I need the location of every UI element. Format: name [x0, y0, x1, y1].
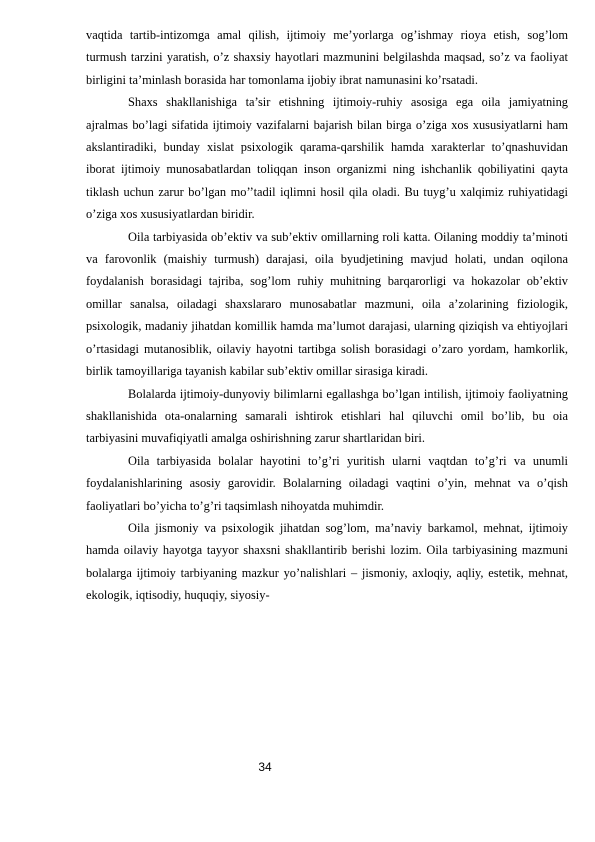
paragraph-family-education-content: Oila jismoniy va psixologik jihatdan sog’lom, ma’naviy barkamol, mehnat, ijtimoiy hamda oilaviy hayotga tayyor shaxsni shakllantirib berishi lozim. Oila tarbiyasining mazmuni bolalarga ijtimoiy tarbiyaning mazkur yo’nalishlari – jismoniy, axloqiy, aqliy, estetik, mehnat, ekologik, iqtisodiy, huquqiy, siyosiy- [86, 520, 568, 603]
paragraph-time-management: Oila tarbiyasida bolalar hayotini to’g’ri yuritish ularni vaqtdan to’g’ri va unumli foydalanishlarining asosiy garovidir. Bolalarning oiladagi vaqtini o’yin, mehnat va o’qish faoliyatlari bo’yicha to’g’ri taqsimlash nihoyatda muhimdir. [86, 453, 568, 513]
document-body [86, 24, 568, 607]
paragraph-objective-subjective-factors: Oila tarbiyasida ob’ektiv va sub’ektiv omillarning roli katta. Oilaning moddiy ta’minoti va farovonlik (maishiy turmush) darajasi, oila byudjetining mavjud holati, undan oqilona foydalanish borasidagi tajriba, sog’lom ruhiy muhitning barqarorligi va hokazolar ob’ektiv omillar sanalsa, oiladagi shaxslararo munosabatlar mazmuni, oila a’zolarining fiziologik, psixologik, madaniy jihatdan komillik hamda ma’lumot darajasi, ularning qiziqish va ehtiyojlari o’rtasidagi mutanosiblik, oilaviy hayotni tartibga solish borasidagi o’zaro yordam, hamkorlik, birlik tamoyillariga tayanish kabilar sub’ektiv omillar sirasiga kiradi. [86, 229, 568, 379]
paragraph-continuation: vaqtida tartib-intizomga amal qilish, ijtimoiy me’yorlarga og’ishmay rioya etish, sog’lom turmush tarzini yaratish, o’z shaxsiy hayotlari mazmunini belgilashda maqsad, so’z va faoliyat birligini ta’minlash borasida har tomonlama ijobiy ibrat namunasini ko’rsatadi. [86, 28, 568, 87]
paragraph-family-influence: Shaxs shakllanishiga ta’sir etishning ijtimoiy-ruhiy asosiga ega oila jamiyatning ajralmas bo’lagi sifatida ijtimoiy vazifalarni bajarish bilan birga o’ziga xos xususiyatlarni ham akslantiradiki, bunday xislat psixologik qarama-qarshilik hamda xarakterlar to’qnashuvidan iborat ijtimoiy munosabatlardan toliqqan inson organizmi ning ishchanlik qobiliyatini qayta tiklash uchun zarur bo’lgan mo’’tadil iqlimni hosil qila oladi. Bu tuyg’u xalqimiz ruhiyatidagi o’ziga xos xususiyatlardan biridir. [86, 95, 568, 222]
paragraph-children-knowledge: Bolalarda ijtimoiy-dunyoviy bilimlarni egallashga bo’lgan intilish, ijtimoiy faoliyatning shakllanishida ota-onalarning samarali ishtirok etishlari hal qiluvchi omil bo’lib, bu oia tarbiyasini muvafiqiyatli amalga oshirishning zarur shartlaridan biri. [86, 386, 568, 446]
page-number: 34 [258, 760, 272, 774]
